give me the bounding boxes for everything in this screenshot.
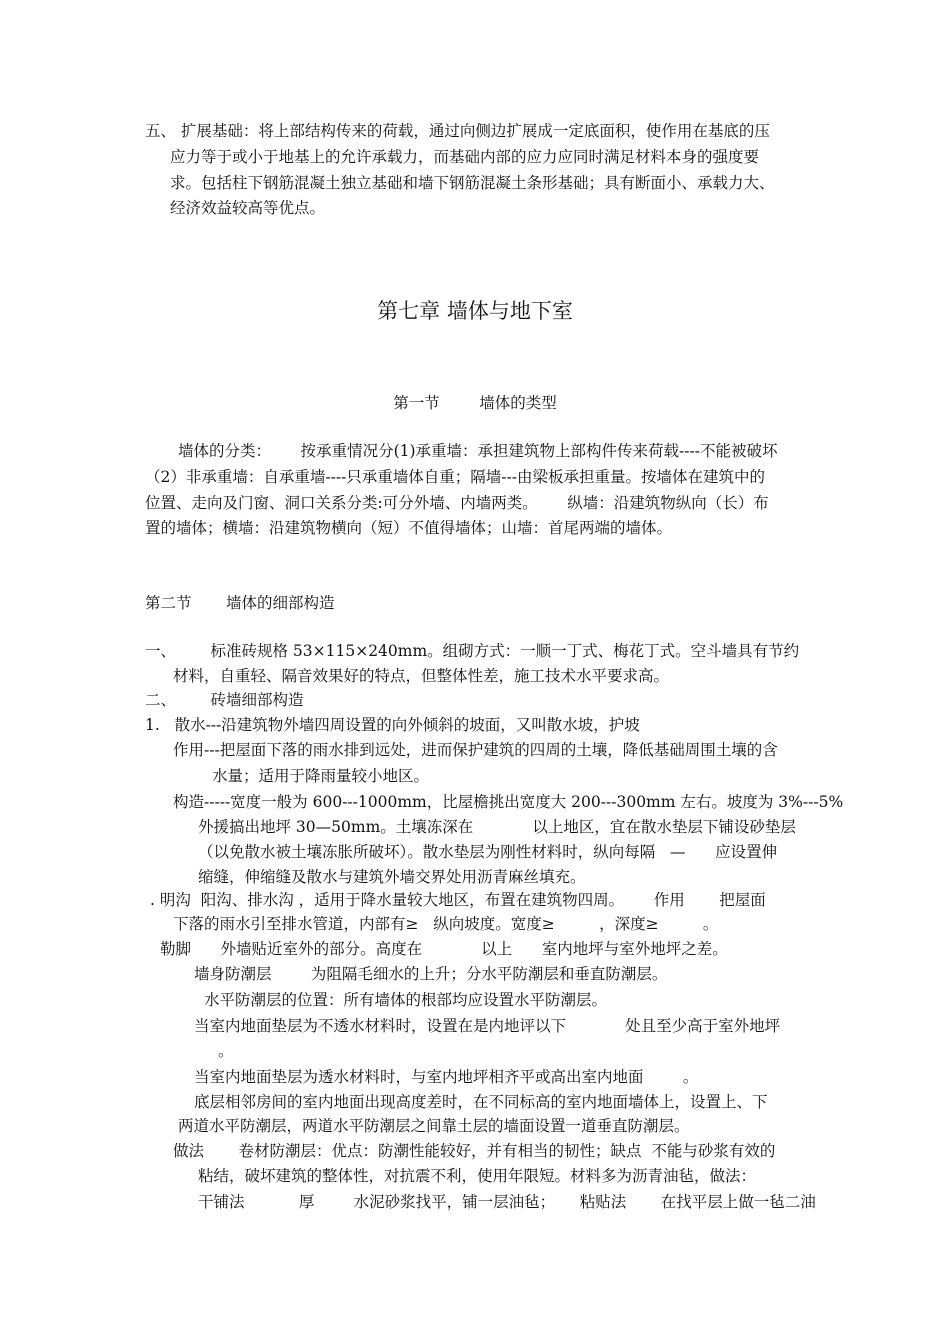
text-line: 墙身防潮层 为阻隔毛细水的上升；分水平防潮层和垂直防潮层。 [194, 965, 668, 983]
chapter-title: 第七章 墙体与地下室 [377, 299, 573, 323]
section-heading: 第二节 墙体的细部构造 [145, 594, 335, 612]
text-line: 置的墙体；横墙：沿建筑物横向（短）不值得墙体；山墙：首尾两端的墙体。 [145, 519, 673, 537]
text-line: 构造-----宽度一般为 600---1000mm，比屋檐挑出宽度大 200---300mm 左右。坡度为 3%---5% [173, 793, 844, 811]
text-line: 二、 砖墙细部构造 [145, 691, 304, 709]
section-title: 第一节 墙体的类型 [393, 394, 557, 412]
text-line: 干铺法 厚 水泥砂浆找平，铺一层油毡； 粘贴法 在找平层上做一毡二油 [198, 1193, 816, 1211]
text-line: 1. 散水---沿建筑物外墙四周设置的向外倾斜的坡面，又叫散水坡，护坡 [145, 716, 640, 734]
text-line: . 明沟 阳沟、排水沟 ，适用于降水量较大地区，布置在建筑物四周。 作用 把屋面 [150, 891, 766, 909]
text-line: 。 [218, 1042, 234, 1060]
text-line: 求。包括柱下钢筋混凝土独立基础和墙下钢筋混凝土条形基础；具有断面小、承载力大、 [170, 174, 775, 192]
text-line: 材料，自重轻、隔音效果好的特点，但整体性差，施工技术水平要求高。 [173, 667, 670, 685]
text-line: 当室内地面垫层为不透水材料时，设置在是内地评以下 处且至少高于室外地坪 [194, 1017, 781, 1035]
text-line: 水平防潮层的位置：所有墙体的根部均应设置水平防潮层。 [204, 991, 608, 1009]
text-line: 水量；适用于降雨量较小地区。 [212, 767, 430, 785]
text-line: 勒脚 外墙贴近室外的部分。高度在 以上 室内地坪与室外地坪之差。 [160, 940, 728, 958]
text-line: 缩缝，伸缩缝及散水与建筑外墙交界处用沥青麻丝填充。 [198, 868, 586, 886]
text-line: （2）非承重墙：自承重墙----只承重墙体自重；隔墙---由梁板承担重量。按墙体在建筑中的 [145, 468, 766, 486]
text-line: 位置、走向及门窗、洞口关系分类:可分外墙、内墙两类。 纵墙：沿建筑物纵向（长）布 [145, 494, 769, 512]
text-line: 下落的雨水引至排水管道，内部有≥ 纵向坡度。宽度≥ ，深度≥ 。 [173, 915, 719, 933]
text-line: 当室内地面垫层为透水材料时，与室内地坪相齐平或高出室内地面 。 [194, 1068, 699, 1086]
text-line: 经济效益较高等优点。 [170, 199, 326, 217]
text-line: 底层相邻房间的室内地面出现高度差时，在不同标高的室内地面墙体上，设置上、下 [194, 1093, 768, 1111]
text-line: 一、 标准砖规格 53×115×240mm。组砌方式：一顺一丁式、梅花丁式。空斗墙具有节约 [145, 642, 800, 660]
text-line: 应力等于或小于地基上的允许承载力，而基础内部的应力应同时满足材料本身的强度要 [170, 148, 760, 166]
text-line: 两道水平防潮层，两道水平防潮层之间靠土层的墙面设置一道垂直防潮层。 [178, 1117, 690, 1135]
text-line: 作用---把屋面下落的雨水排到远处，进而保护建筑的四周的土壤，降低基础周围土壤的含 [173, 741, 778, 759]
text-line: 粘结，破坏建筑的整体性，对抗震不利，使用年限短。材料多为沥青油毡，做法： [198, 1167, 757, 1185]
text-line: 做法 卷材防潮层：优点：防潮性能较好，并有相当的韧性；缺点 不能与砂浆有效的 [173, 1142, 776, 1160]
text-line: （以免散水被土壤冻胀所破坏）。散水垫层为刚性材料时，纵向每隔 — 应设置伸 [198, 843, 778, 861]
text-line: 外援搞出地坪 30—50mm。土壤冻深在 以上地区，宜在散水垫层下铺设砂垫层 [198, 818, 796, 836]
text-line: 五、 扩展基础：将上部结构传来的荷载，通过向侧边扩展成一定底面积，使作用在基底的压 [145, 122, 770, 140]
text-line: 墙体的分类： 按承重情况分(1)承重墙：承担建筑物上部构件传来荷载----不能被破坏 [178, 442, 778, 460]
